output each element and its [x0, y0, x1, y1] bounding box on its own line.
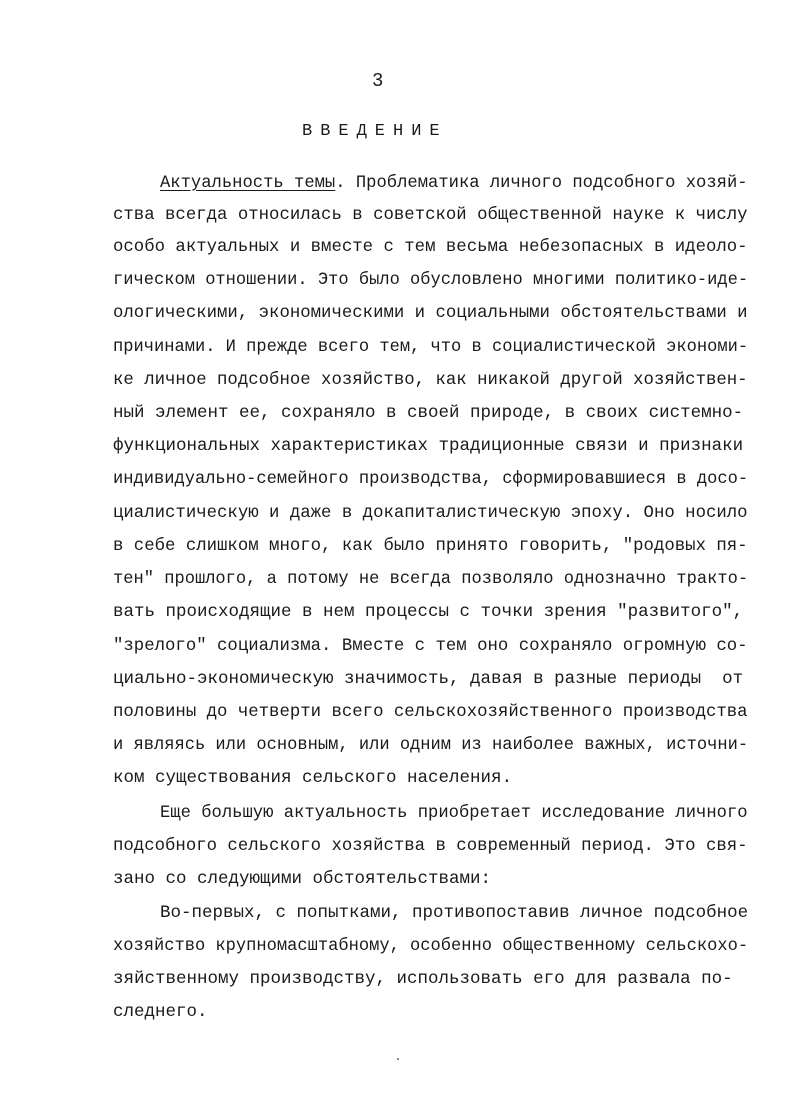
paragraph-line: подсобного сельского хозяйства в современный период. Это свя-: [113, 836, 748, 856]
paragraph-line: половины до четверти всего сельскохозяйственного производства: [113, 702, 748, 722]
paragraph-line: функциональных характеристиках традиционные связи и признаки: [113, 436, 744, 456]
paragraph-line: зано со следующими обстоятельствами:: [113, 869, 492, 889]
paragraph-line: хозяйство крупномасштабному, особенно общественному сельскохо-: [113, 936, 749, 956]
paragraph-line: ком существования сельского населения.: [113, 768, 513, 788]
topic-relevance-label: Актуальность темы: [160, 173, 336, 193]
paragraph-line: зяйственному производству, использовать его для развала по-: [113, 969, 733, 989]
paragraph-line: циально-экономическую значимость, давая в разные периоды от: [113, 669, 744, 689]
paragraph-line: Во-первых, с попытками, противопоставив личное подсобное: [160, 903, 749, 923]
line-text: . Проблематика личного подсобного хозяй-: [335, 173, 748, 193]
paragraph-line: и являясь или основным, или одним из наиболее важных, источни-: [113, 735, 749, 755]
paragraph-line: Еще большую актуальность приобретает исследование личного: [160, 803, 748, 823]
page-number: 3: [372, 70, 384, 92]
paragraph-line: "зрелого" социализма. Вместе с тем оно сохраняло огромную со-: [113, 636, 748, 656]
paragraph-line: причинами. И прежде всего тем, что в социалистической экономи-: [113, 337, 749, 357]
paragraph-line: в себе слишком много, как было принято говорить, "родовых пя-: [113, 536, 748, 556]
paragraph-line: [160, 170, 748, 196]
paragraph-line: вать происходящие в нем процессы с точки зрения "развитого",: [113, 602, 744, 622]
paragraph-line: циалистическую и даже в докапиталистическую эпоху. Оно носило: [113, 503, 748, 523]
scan-speck: [397, 1058, 399, 1060]
paragraph-line: индивидуально-семейного производства, сформировавшиеся в досо-: [113, 469, 749, 489]
paragraph-line: тен" прошлого, а потому не всегда позволяло однозначно тракто-: [113, 569, 749, 589]
paragraph-line: следнего.: [113, 1002, 208, 1022]
paragraph-line: ства всегда относилась в советской общественной науке к числу: [113, 205, 748, 225]
paragraph-line: ный элемент ее, сохраняло в своей природе, в своих системно-: [113, 403, 744, 423]
paragraph-line: ологическими, экономическими и социальными обстоятельствами и: [113, 303, 748, 323]
paragraph-line: особо актуальных и вместе с тем весьма небезопасных в идеоло-: [113, 237, 748, 257]
section-heading: ВВЕДЕНИЕ: [302, 122, 448, 141]
paragraph-line: гическом отношении. Это было обусловлено многими политико-иде-: [113, 270, 749, 290]
paragraph-line: ке личное подсобное хозяйство, как никакой другой хозяйствен-: [113, 370, 748, 390]
